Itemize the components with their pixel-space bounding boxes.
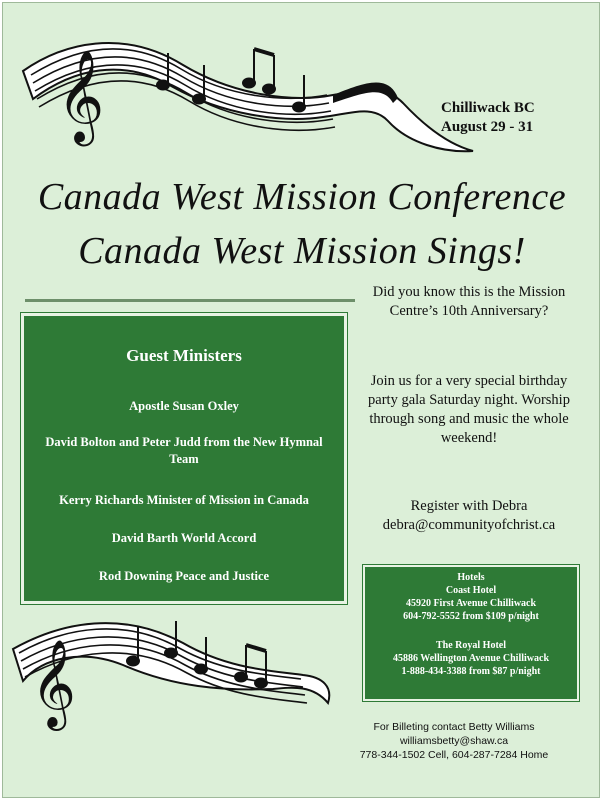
- guest-ministers-box: [21, 313, 347, 604]
- event-dates: August 29 - 31: [441, 119, 534, 135]
- sheet-music-top-graphic: [3, 3, 600, 163]
- guest-minister-item: David Bolton and Peter Judd from the New Hymnal Team: [45, 435, 323, 466]
- sheet-music-bottom-graphic: [3, 591, 363, 741]
- divider-line: [25, 299, 355, 302]
- flyer-page: [2, 2, 600, 798]
- anniversary-question: Did you know this is the Mission Centre’s 10th Anniversary?: [372, 284, 566, 319]
- conference-subtitle: Canada West Mission Sings!: [78, 230, 526, 272]
- hotel-name: The Royal Hotel: [436, 640, 506, 651]
- guest-minister-item: David Barth World Accord: [111, 531, 257, 545]
- guest-minister-item: Rod Downing Peace and Justice: [98, 569, 270, 583]
- hotel-address: 45920 First Avenue Chilliwack: [405, 598, 537, 609]
- event-location-dates: [441, 99, 571, 137]
- guest-minister-item: Kerry Richards Minister of Mission in Canada: [59, 493, 309, 507]
- event-location: Chilliwack BC: [441, 100, 535, 116]
- hotel-name: Coast Hotel: [445, 585, 497, 596]
- hotels-heading: Hotels: [457, 572, 485, 583]
- guest-ministers-heading: Guest Ministers: [126, 346, 242, 365]
- hotels-box: [363, 565, 579, 701]
- hotel-address: 45886 Wellington Avenue Chilliwack: [392, 653, 550, 664]
- hotel-phone-rate: 1-888-434-3388 from $87 p/night: [401, 666, 541, 677]
- billeting-phones: 778-344-1502 Cell, 604-287-7284 Home: [359, 749, 549, 761]
- conference-title: Canada West Mission Conference: [37, 176, 567, 218]
- svg-text:𝄞: 𝄞: [57, 49, 105, 142]
- invitation-text: Join us for a very special birthday party gala Saturday night. Worship through song and music the whole weekend!: [368, 373, 570, 446]
- billeting-email[interactable]: williamsbetty@shaw.ca: [399, 735, 509, 747]
- register-email[interactable]: debra@communityofchrist.ca: [382, 517, 556, 533]
- billeting-contact: For Billeting contact Betty Williams: [373, 721, 535, 733]
- register-label: Register with Debra: [410, 498, 528, 514]
- hotel-phone-rate: 604-792-5552 from $109 p/night: [403, 611, 539, 622]
- guest-minister-item: Apostle Susan Oxley: [129, 399, 239, 413]
- registration-contact: [363, 497, 575, 535]
- svg-text:𝄞: 𝄞: [31, 638, 76, 727]
